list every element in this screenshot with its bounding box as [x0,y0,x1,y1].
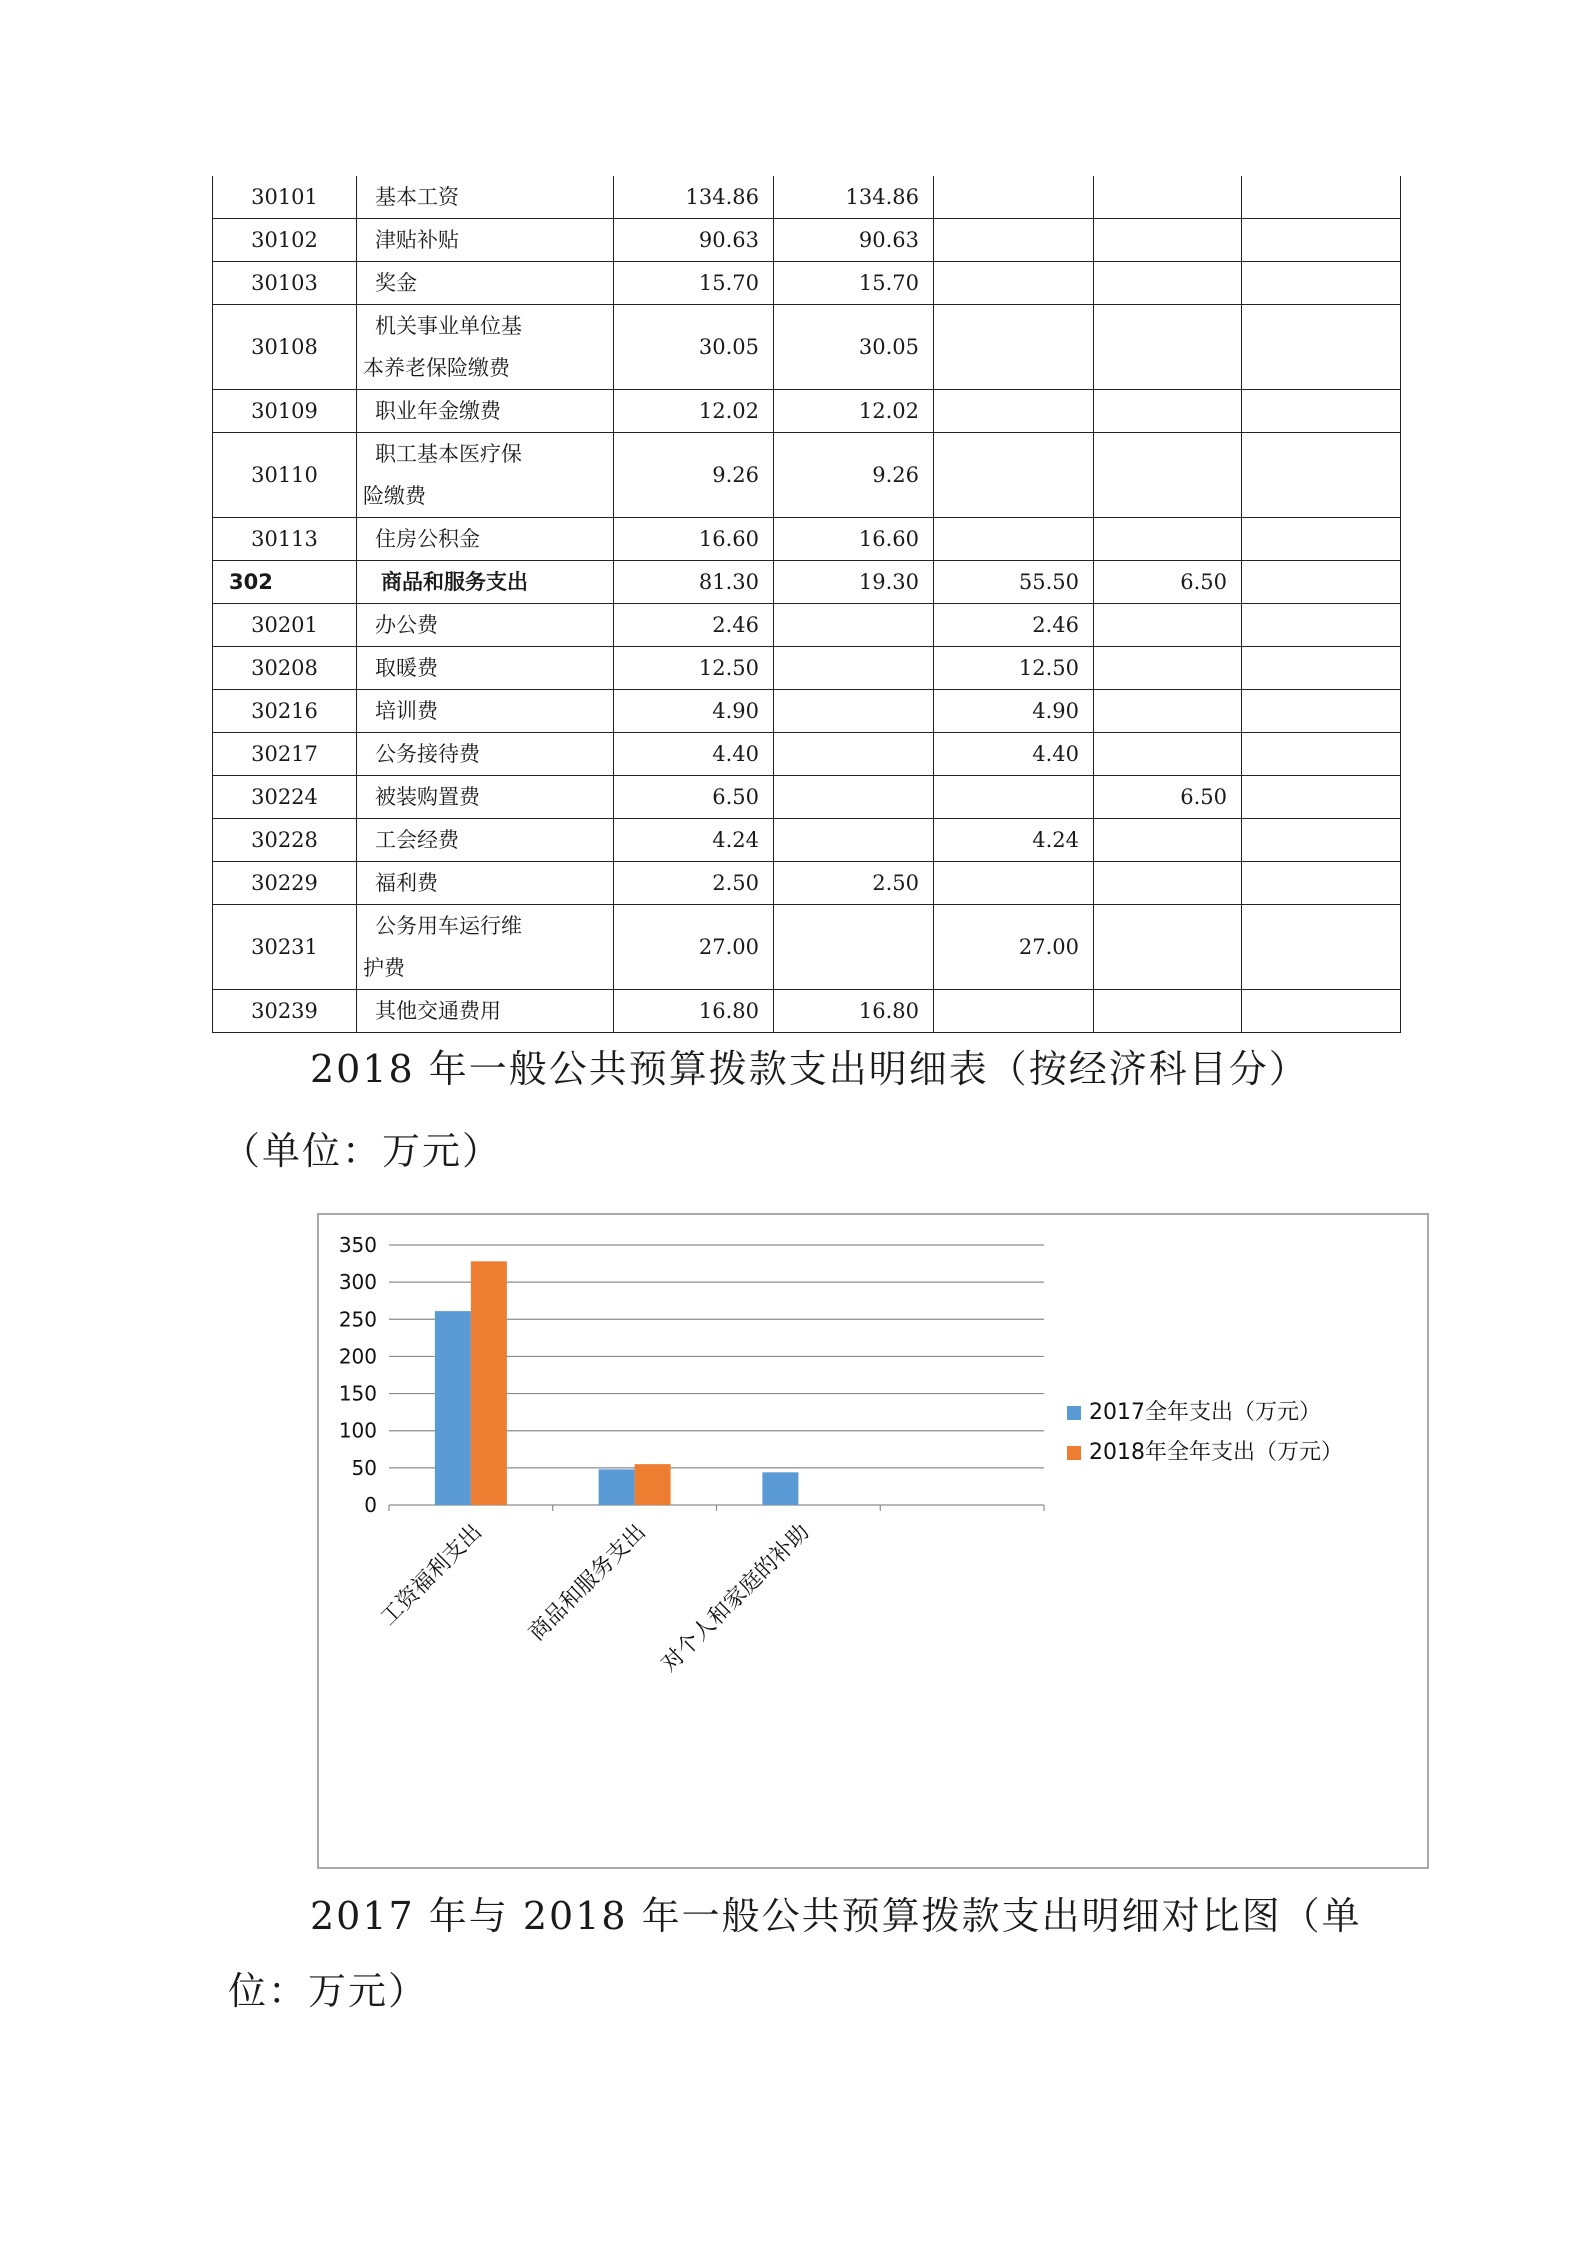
cell-code: 302 [213,561,357,604]
table-row [213,862,1401,905]
cell-name-line: 工会经费 [375,828,459,852]
cell-code: 30201 [213,604,357,647]
cell-project: 4.24 [934,819,1094,862]
cell-name [357,819,614,862]
cell-basic: 19.30 [774,561,934,604]
cell-name-line: 公务用车运行维 [375,914,522,938]
cell-basic: 30.05 [774,305,934,390]
legend-swatch [1067,1406,1081,1420]
cell-project [934,776,1094,819]
cell-name [357,690,614,733]
cell-total: 12.50 [614,647,774,690]
cell-name-line: 取暖费 [375,656,438,680]
cell-name-line: 福利费 [375,871,438,895]
cell-total: 12.02 [614,390,774,433]
table-row [213,819,1401,862]
cell-total: 2.46 [614,604,774,647]
cell-other [1094,862,1242,905]
cell-code: 30217 [213,733,357,776]
cell-extra [1242,647,1401,690]
cell-basic: 2.50 [774,862,934,905]
cell-code: 30110 [213,433,357,518]
cell-total: 30.05 [614,305,774,390]
cell-name [357,219,614,262]
cell-name [357,561,614,604]
cell-total: 6.50 [614,776,774,819]
cell-extra [1242,990,1401,1033]
cell-project: 55.50 [934,561,1094,604]
cell-project [934,390,1094,433]
cell-project [934,262,1094,305]
cell-project [934,990,1094,1033]
cell-project: 12.50 [934,647,1094,690]
cell-code: 30101 [213,176,357,219]
cell-extra [1242,305,1401,390]
table-row [213,518,1401,561]
cell-other [1094,433,1242,518]
cell-name [357,905,614,990]
cell-total: 4.90 [614,690,774,733]
cell-basic [774,690,934,733]
table-row [213,647,1401,690]
cell-code: 30103 [213,262,357,305]
cell-name-line: 其他交通费用 [375,999,501,1023]
y-tick-label: 0 [364,1493,377,1517]
cell-other [1094,305,1242,390]
cell-extra [1242,561,1401,604]
cell-code: 30108 [213,305,357,390]
cell-extra [1242,433,1401,518]
cell-project: 2.46 [934,604,1094,647]
cell-code: 30216 [213,690,357,733]
cell-total: 27.00 [614,905,774,990]
legend-swatch [1067,1446,1081,1460]
y-tick-label: 300 [338,1270,377,1295]
cell-name-line: 职工基本医疗保 [375,442,522,466]
cell-name [357,390,614,433]
bar-2017 [599,1469,635,1505]
cell-other [1094,647,1242,690]
cell-name-line: 险缴费 [363,484,426,508]
cell-total: 15.70 [614,262,774,305]
cell-total: 81.30 [614,561,774,604]
cell-basic [774,647,934,690]
chart-unit-caption: 位：万元） [228,1969,429,2013]
cell-extra [1242,690,1401,733]
cell-extra [1242,905,1401,990]
cell-name-line: 住房公积金 [375,527,480,551]
x-category-label: 商品和服务支出 [524,1519,651,1647]
cell-basic [774,819,934,862]
legend-label: 2017全年支出（万元） [1089,1400,1321,1425]
table-row [213,433,1401,518]
cell-name-line: 培训费 [375,699,438,723]
cell-total: 4.40 [614,733,774,776]
y-tick-label: 350 [338,1233,377,1257]
cell-extra [1242,518,1401,561]
cell-code: 30113 [213,518,357,561]
cell-extra [1242,176,1401,219]
cell-name [357,776,614,819]
cell-basic [774,905,934,990]
cell-extra [1242,219,1401,262]
table-unit-caption: （单位：万元） [222,1129,503,1173]
table-row [213,305,1401,390]
cell-code: 30224 [213,776,357,819]
cell-name [357,604,614,647]
x-category-label: 工资福利支出 [376,1519,488,1631]
cell-name [357,262,614,305]
bar-2017 [435,1311,471,1505]
table-row [213,262,1401,305]
cell-basic: 15.70 [774,262,934,305]
table-row [213,733,1401,776]
table-row [213,390,1401,433]
cell-project [934,433,1094,518]
cell-extra [1242,262,1401,305]
cell-extra [1242,733,1401,776]
y-tick-label: 50 [351,1455,377,1480]
cell-name-line: 职业年金缴费 [375,399,501,423]
cell-name-line: 基本工资 [375,185,459,209]
table-row [213,604,1401,647]
y-tick-label: 200 [338,1344,377,1369]
x-category-label: 对个人和家庭的补助 [656,1519,815,1678]
cell-other [1094,990,1242,1033]
cell-total: 90.63 [614,219,774,262]
cell-basic [774,733,934,776]
cell-other [1094,819,1242,862]
cell-code: 30109 [213,390,357,433]
cell-project [934,176,1094,219]
y-tick-label: 150 [338,1381,377,1406]
cell-other [1094,262,1242,305]
cell-name-line: 护费 [363,956,405,980]
comparison-chart [317,1213,1429,1869]
cell-name [357,862,614,905]
table-row [213,176,1401,219]
cell-other [1094,690,1242,733]
cell-extra [1242,390,1401,433]
legend-label: 2018年全年支出（万元） [1089,1440,1343,1465]
cell-basic: 12.02 [774,390,934,433]
y-tick-label: 250 [338,1307,377,1332]
cell-name [357,990,614,1033]
bar-2018 [635,1464,671,1505]
cell-name [357,733,614,776]
cell-name [357,176,614,219]
cell-code: 30228 [213,819,357,862]
cell-project [934,219,1094,262]
cell-basic [774,776,934,819]
cell-total: 16.60 [614,518,774,561]
cell-code: 30239 [213,990,357,1033]
cell-project [934,305,1094,390]
cell-project: 4.40 [934,733,1094,776]
cell-basic: 16.60 [774,518,934,561]
table-row [213,219,1401,262]
cell-basic: 90.63 [774,219,934,262]
cell-project [934,518,1094,561]
table-row [213,905,1401,990]
cell-other [1094,219,1242,262]
cell-name-line: 公务接待费 [375,742,480,766]
cell-other [1094,390,1242,433]
chart-caption: 2017 年与 2018 年一般公共预算拨款支出明细对比图（单 [310,1894,1362,1938]
cell-total: 16.80 [614,990,774,1033]
cell-basic [774,604,934,647]
cell-extra [1242,604,1401,647]
cell-extra [1242,776,1401,819]
cell-project [934,862,1094,905]
cell-extra [1242,819,1401,862]
bar-2018 [471,1261,507,1505]
table-caption: 2018 年一般公共预算拨款支出明细表（按经济科目分） [310,1047,1309,1091]
cell-total: 2.50 [614,862,774,905]
cell-basic: 134.86 [774,176,934,219]
cell-name [357,518,614,561]
y-tick-label: 100 [338,1418,377,1443]
expenditure-table [212,176,1401,1033]
cell-other [1094,733,1242,776]
cell-total: 9.26 [614,433,774,518]
cell-name [357,305,614,390]
cell-project: 27.00 [934,905,1094,990]
cell-total: 4.24 [614,819,774,862]
cell-code: 30208 [213,647,357,690]
cell-name [357,433,614,518]
table-row [213,690,1401,733]
table-row [213,776,1401,819]
cell-name-line: 被装购置费 [375,785,480,809]
cell-other: 6.50 [1094,776,1242,819]
cell-other [1094,905,1242,990]
cell-name-line: 津贴补贴 [375,228,459,252]
cell-other [1094,518,1242,561]
cell-name-line: 商品和服务支出 [381,570,528,594]
chart-canvas [319,1215,1427,1867]
table-row [213,990,1401,1033]
cell-code: 30229 [213,862,357,905]
cell-total: 134.86 [614,176,774,219]
cell-name-line: 办公费 [375,613,438,637]
cell-name-line: 奖金 [375,271,417,295]
cell-code: 30102 [213,219,357,262]
cell-basic: 9.26 [774,433,934,518]
table-row [213,561,1401,604]
cell-other [1094,604,1242,647]
cell-name-line: 机关事业单位基 [375,314,522,338]
cell-other: 6.50 [1094,561,1242,604]
cell-other [1094,176,1242,219]
bar-2017 [762,1472,798,1505]
cell-name [357,647,614,690]
cell-project: 4.90 [934,690,1094,733]
cell-basic: 16.80 [774,990,934,1033]
cell-code: 30231 [213,905,357,990]
cell-name-line: 本养老保险缴费 [363,356,510,380]
cell-extra [1242,862,1401,905]
